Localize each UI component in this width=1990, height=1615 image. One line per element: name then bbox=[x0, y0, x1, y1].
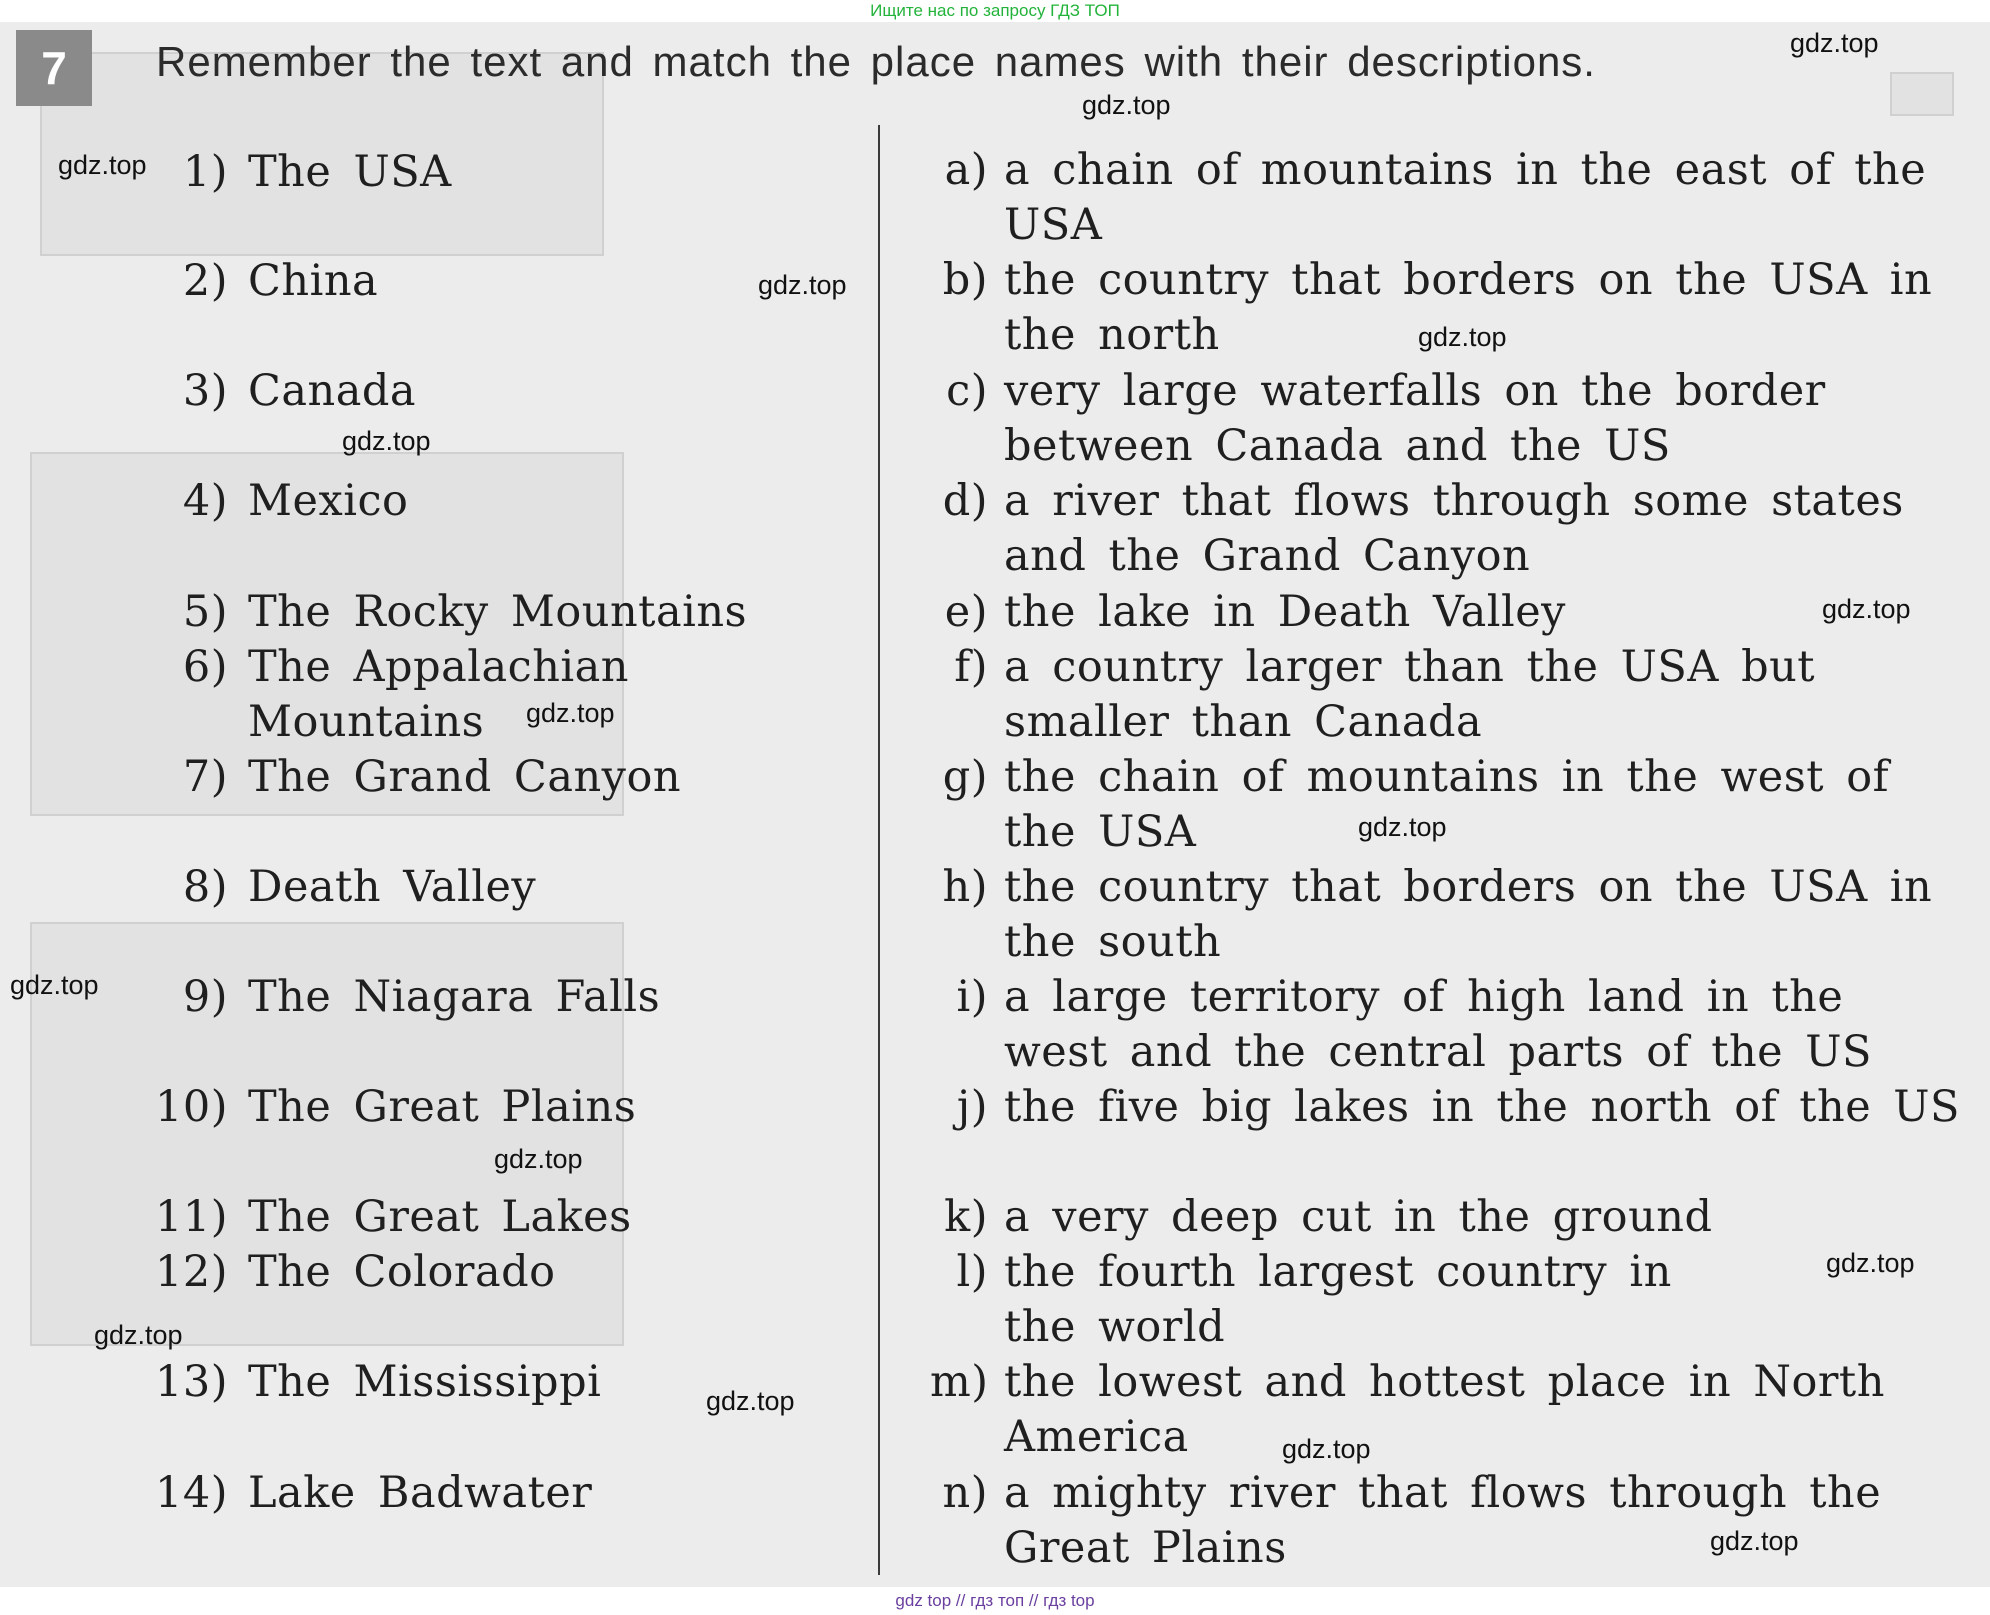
description-item bbox=[930, 1080, 1970, 1135]
place-item bbox=[152, 254, 852, 309]
watermark: gdz.top bbox=[1358, 812, 1447, 842]
watermark: gdz.top bbox=[1282, 1434, 1371, 1464]
description-item bbox=[930, 585, 1970, 640]
watermark: gdz.top bbox=[1082, 90, 1171, 120]
description-letter: c) bbox=[946, 366, 988, 416]
description-item bbox=[930, 860, 1970, 970]
place-number: 9) bbox=[182, 972, 228, 1022]
place-name: The Colorado bbox=[248, 1247, 556, 1297]
description-text: a very deep cut in the ground bbox=[1004, 1192, 1713, 1242]
place-item bbox=[152, 640, 852, 750]
place-name: The Mississippi bbox=[248, 1357, 602, 1407]
watermark: gdz.top bbox=[1790, 28, 1879, 58]
description-text: the lake in Death Valley bbox=[1004, 587, 1566, 637]
bottom-banner: gdz top // гдз топ // гдз top bbox=[0, 1587, 1990, 1615]
watermark: gdz.top bbox=[94, 1320, 183, 1350]
place-name: The Appalachian Mountains bbox=[248, 642, 629, 747]
description-item bbox=[930, 640, 1970, 750]
place-number: 3) bbox=[182, 366, 228, 416]
description-item bbox=[930, 750, 1970, 860]
place-item bbox=[152, 585, 852, 640]
description-item bbox=[930, 364, 1970, 474]
place-number: 4) bbox=[182, 476, 228, 526]
description-letter: g) bbox=[942, 752, 988, 802]
description-text: the country that borders on the USA in the south bbox=[1004, 862, 1933, 967]
description-text: a country larger than the USA but smaller than Canada bbox=[1004, 642, 1816, 747]
watermark: gdz.top bbox=[1710, 1526, 1799, 1556]
description-text: the country that borders on the USA in the north bbox=[1004, 255, 1933, 360]
place-item bbox=[152, 970, 852, 1025]
place-number: 14) bbox=[155, 1468, 228, 1518]
description-text: the fourth largest country in the world bbox=[1004, 1247, 1672, 1352]
watermark: gdz.top bbox=[526, 698, 615, 728]
description-text: very large waterfalls on the border between Canada and the US bbox=[1004, 366, 1826, 471]
description-letter: l) bbox=[956, 1247, 988, 1297]
watermark: gdz.top bbox=[342, 426, 431, 456]
place-number: 12) bbox=[155, 1247, 228, 1297]
place-number: 7) bbox=[182, 752, 228, 802]
description-item bbox=[930, 143, 1970, 253]
description-letter: a) bbox=[944, 145, 988, 195]
description-letter: j) bbox=[956, 1082, 988, 1132]
place-number: 1) bbox=[182, 147, 228, 197]
watermark: gdz.top bbox=[758, 270, 847, 300]
description-item bbox=[930, 474, 1970, 584]
description-letter: i) bbox=[956, 972, 988, 1022]
place-number: 10) bbox=[155, 1082, 228, 1132]
place-name: Lake Badwater bbox=[248, 1468, 593, 1518]
description-letter: e) bbox=[944, 587, 988, 637]
place-item bbox=[152, 750, 852, 805]
place-number: 5) bbox=[182, 587, 228, 637]
place-item bbox=[152, 364, 852, 419]
top-banner: Ищите нас по запросу ГДЗ ТОП bbox=[0, 0, 1990, 22]
description-letter: h) bbox=[942, 862, 988, 912]
column-divider bbox=[878, 125, 880, 1575]
task-instruction: Remember the text and match the place names with their descriptions. bbox=[156, 38, 1596, 85]
description-letter: m) bbox=[930, 1357, 989, 1407]
description-letter: b) bbox=[942, 255, 988, 305]
task-number-badge: 7 bbox=[16, 30, 92, 106]
description-text: the five big lakes in the north of the US bbox=[1004, 1082, 1961, 1132]
place-name: Canada bbox=[248, 366, 417, 416]
watermark: gdz.top bbox=[1826, 1248, 1915, 1278]
place-number: 6) bbox=[182, 642, 228, 692]
place-number: 8) bbox=[182, 862, 228, 912]
place-item bbox=[152, 474, 852, 529]
place-name: The Great Lakes bbox=[248, 1192, 632, 1242]
place-item bbox=[152, 145, 852, 200]
place-name: Death Valley bbox=[248, 862, 537, 912]
watermark: gdz.top bbox=[1822, 594, 1911, 624]
place-item bbox=[152, 1080, 852, 1135]
place-name: The Rocky Mountains bbox=[248, 587, 748, 637]
description-letter: k) bbox=[944, 1192, 988, 1242]
place-item bbox=[152, 860, 852, 915]
place-name: China bbox=[248, 256, 379, 306]
place-name: The Niagara Falls bbox=[248, 972, 661, 1022]
place-name: The Great Plains bbox=[248, 1082, 637, 1132]
place-number: 13) bbox=[155, 1357, 228, 1407]
description-item bbox=[930, 1245, 1970, 1355]
description-text: a chain of mountains in the east of the USA bbox=[1004, 145, 1927, 250]
description-text: the chain of mountains in the west of the USA bbox=[1004, 752, 1890, 857]
watermark: gdz.top bbox=[494, 1144, 583, 1174]
faded-background-photo bbox=[1890, 72, 1954, 116]
place-name: The Grand Canyon bbox=[248, 752, 682, 802]
watermark: gdz.top bbox=[58, 150, 147, 180]
description-letter: d) bbox=[942, 476, 988, 526]
description-letter: n) bbox=[942, 1468, 988, 1518]
place-name: Mexico bbox=[248, 476, 409, 526]
description-item bbox=[930, 1190, 1970, 1245]
description-item bbox=[930, 970, 1970, 1080]
watermark: gdz.top bbox=[10, 970, 99, 1000]
description-letter: f) bbox=[954, 642, 988, 692]
description-text: a mighty river that flows through the Great Plains bbox=[1004, 1468, 1882, 1573]
description-text: the lowest and hottest place in North America bbox=[1004, 1357, 1885, 1462]
watermark: gdz.top bbox=[1418, 322, 1507, 352]
description-item bbox=[930, 1466, 1970, 1576]
description-item bbox=[930, 1355, 1970, 1465]
watermark: gdz.top bbox=[706, 1386, 795, 1416]
place-name: The USA bbox=[248, 147, 452, 197]
place-item bbox=[152, 1245, 852, 1300]
description-text: a river that flows through some states and the Grand Canyon bbox=[1004, 476, 1904, 581]
place-item bbox=[152, 1466, 852, 1521]
place-number: 2) bbox=[182, 256, 228, 306]
description-text: a large territory of high land in the west and the central parts of the US bbox=[1004, 972, 1872, 1077]
place-item bbox=[152, 1190, 852, 1245]
place-number: 11) bbox=[155, 1192, 228, 1242]
